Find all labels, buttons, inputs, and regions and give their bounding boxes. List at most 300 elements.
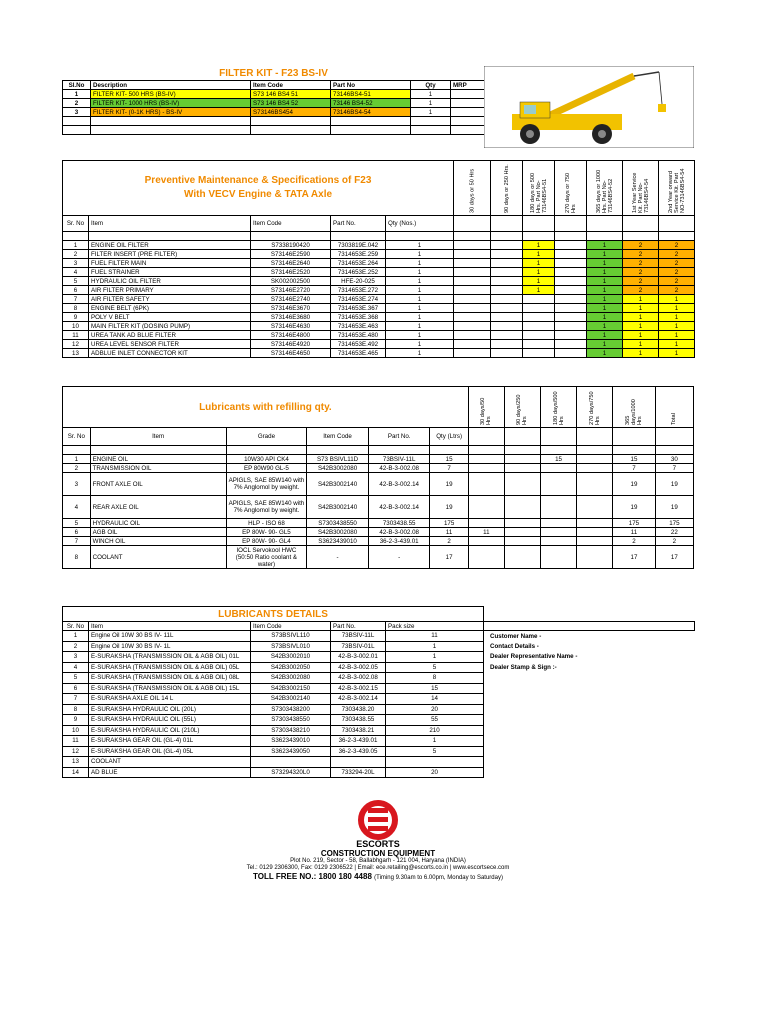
pm-cell	[523, 304, 555, 313]
filter-kit-table	[62, 66, 485, 135]
details-cell: 7	[63, 694, 89, 705]
lub-cell: TRANSMISSION OIL	[90, 464, 226, 473]
pm-cell: POLY V BELT	[89, 313, 251, 322]
pm-cell: 2	[659, 259, 695, 268]
pm-cell: 1	[587, 313, 623, 322]
lub-cell	[541, 464, 577, 473]
pm-cell: 1	[63, 241, 89, 250]
pm-cell: 1	[386, 259, 454, 268]
pm-cell	[555, 259, 587, 268]
filter-kit-mrp-cell	[451, 99, 485, 108]
details-cell: E-SURAKSHA (TRANSMISSION OIL & AGB OIL) 01L	[89, 652, 251, 663]
lub-vheader: 365 days/1000 Hrs	[613, 387, 655, 428]
lub-cell: 3	[63, 473, 91, 496]
pm-cell: 1	[386, 304, 454, 313]
lub-cell: ENGINE OIL	[90, 455, 226, 464]
details-cell: 20	[386, 767, 484, 778]
pm-cell: 1	[386, 268, 454, 277]
details-cell: 36-2-3-439.01	[331, 736, 386, 747]
lub-cell: 15	[430, 455, 468, 464]
details-cell: 73BSIV-01L	[331, 641, 386, 652]
lub-cell: 19	[430, 473, 468, 496]
filter-kit-cell: 1	[411, 99, 451, 108]
table-row	[63, 519, 694, 528]
details-header: Item Code	[251, 622, 331, 631]
filter-kit-header: Qty	[411, 81, 451, 90]
details-cell: 42-B-3-002.01	[331, 652, 386, 663]
lub-cell: 19	[655, 496, 693, 519]
details-cell	[331, 757, 386, 768]
pm-cell: S73146E2520	[251, 268, 331, 277]
details-cell: 55	[386, 715, 484, 726]
pm-cell: S73146E3670	[251, 304, 331, 313]
details-cell: 7303438.20	[331, 704, 386, 715]
details-cell: S42B3002140	[251, 694, 331, 705]
pm-cell: S73146E2720	[251, 286, 331, 295]
details-cell: 6	[63, 683, 89, 694]
table-row	[63, 694, 695, 705]
customer-info-cell	[484, 704, 695, 715]
lub-cell	[468, 464, 504, 473]
pm-cell	[454, 250, 491, 259]
pm-cell: 2	[659, 277, 695, 286]
lub-title: Lubricants with refilling qty.	[63, 387, 469, 428]
lub-cell: 19	[613, 496, 655, 519]
lub-header-blank	[613, 428, 655, 446]
pm-cell	[491, 322, 523, 331]
details-cell: 1	[63, 631, 89, 642]
table-row	[63, 631, 695, 642]
lub-cell	[541, 546, 577, 569]
pm-cell: 1	[386, 322, 454, 331]
pm-cell: FILTER INSERT (PRE FILTER)	[89, 250, 251, 259]
pm-cell: 1	[523, 250, 555, 259]
footer-contact: Tel.: 0129 2306300, Fax: 0129 2306522 | Email: ece.retailing@escorts.co.in | www.escortsece.com	[246, 865, 510, 871]
pm-cell	[491, 331, 523, 340]
lub-header: Part No.	[368, 428, 430, 446]
pm-cell	[454, 286, 491, 295]
table-row	[63, 746, 695, 757]
customer-field-label: Dealer Representative Name -	[490, 653, 578, 661]
filter-kit-cell: 73146BS4-54	[331, 108, 411, 117]
pm-cell: 8	[63, 304, 89, 313]
lub-cell: 10W30 API CK4	[226, 455, 307, 464]
details-section	[62, 606, 694, 778]
footer-timing: (Timing 9.30am to 6.00pm, Monday to Saturday)	[374, 875, 503, 881]
pm-cell: 2	[623, 250, 659, 259]
pm-cell: 1	[659, 304, 695, 313]
pm-cell	[491, 241, 523, 250]
details-cell: AD BLUE	[89, 767, 251, 778]
pm-cell	[491, 259, 523, 268]
details-cell: S7303438210	[251, 725, 331, 736]
details-cell: E-SURAKSHA HYDRAULIC OIL (20L)	[89, 704, 251, 715]
pm-cell: 9	[63, 313, 89, 322]
lub-cell: HYDRAULIC OIL	[90, 519, 226, 528]
lub-cell	[577, 455, 613, 464]
lub-cell: 19	[613, 473, 655, 496]
table-row	[63, 767, 695, 778]
pm-cell: 1	[386, 241, 454, 250]
pm-vheader: 90 days or 250 Hrs.	[491, 161, 523, 216]
customer-field-label: Customer Name -	[490, 632, 542, 640]
lub-cell: S42B3002080	[307, 528, 369, 537]
table-row	[63, 537, 694, 546]
pm-cell: 1	[587, 295, 623, 304]
customer-info-cell	[484, 736, 695, 747]
pm-vheader: 2nd Year onward Service Kit. Part NO-73146BS4-54	[659, 161, 695, 216]
pm-cell: 1	[386, 286, 454, 295]
lub-cell: 8	[63, 546, 91, 569]
pm-cell: 1	[659, 331, 695, 340]
details-cell: 10	[63, 725, 89, 736]
pm-cell	[555, 349, 587, 358]
details-cell: S42B3002080	[251, 673, 331, 684]
pm-cell	[555, 304, 587, 313]
pm-cell: 1	[587, 304, 623, 313]
pm-cell: 7314653E.259	[331, 250, 386, 259]
pm-cell	[523, 331, 555, 340]
table-row	[63, 286, 695, 295]
lub-cell	[504, 528, 540, 537]
filter-kit-header: Description	[91, 81, 251, 90]
lub-cell: HLP - ISO 68	[226, 519, 307, 528]
pm-cell: AIR FILTER PRIMARY	[89, 286, 251, 295]
pm-cell	[454, 331, 491, 340]
lub-header: Item Code	[307, 428, 369, 446]
lub-cell	[577, 464, 613, 473]
pm-header-blank	[523, 216, 555, 232]
lub-cell: 17	[655, 546, 693, 569]
filter-kit-cell: S73146BS454	[251, 108, 331, 117]
lub-cell	[504, 473, 540, 496]
table-row	[63, 473, 694, 496]
details-header: Item	[89, 622, 251, 631]
pm-cell	[491, 286, 523, 295]
lub-cell	[504, 464, 540, 473]
lub-cell: 175	[655, 519, 693, 528]
pm-cell	[454, 304, 491, 313]
details-cell: 1	[386, 736, 484, 747]
lub-cell: 7	[613, 464, 655, 473]
lub-cell: COOLANT	[90, 546, 226, 569]
details-cell: E-SURAKSHA AXLE OIL 14 L	[89, 694, 251, 705]
pm-cell	[454, 340, 491, 349]
pm-cell	[454, 268, 491, 277]
lub-cell: IOCL Servokool HWC (50:50 Ratio coolant & water)	[226, 546, 307, 569]
pm-cell: S73146E4800	[251, 331, 331, 340]
pm-cell: 6	[63, 286, 89, 295]
lub-cell: 2	[655, 537, 693, 546]
lub-cell: -	[368, 546, 430, 569]
details-cell: 210	[386, 725, 484, 736]
pm-header-blank	[555, 216, 587, 232]
lub-cell: 7	[430, 464, 468, 473]
pm-header: Item	[89, 216, 251, 232]
pm-cell: 1	[386, 349, 454, 358]
pm-cell: S73146E4630	[251, 322, 331, 331]
pm-cell: 2	[623, 277, 659, 286]
pm-cell	[555, 331, 587, 340]
lub-cell	[577, 473, 613, 496]
pm-cell: 7	[63, 295, 89, 304]
pm-cell: 7314653E.492	[331, 340, 386, 349]
pm-header-blank	[659, 216, 695, 232]
table-row	[63, 99, 485, 108]
details-cell: 8	[63, 704, 89, 715]
details-cell: S42B3002150	[251, 683, 331, 694]
details-cell: 15	[386, 683, 484, 694]
filter-kit-cell: 73146 BS4-52	[331, 99, 411, 108]
table-row	[63, 331, 695, 340]
pm-vheader: 365 days or 1000 Hrs. Part No-73146BS4-52	[587, 161, 623, 216]
lub-cell	[541, 519, 577, 528]
pm-cell: 2	[623, 286, 659, 295]
pm-title-line2: With VECV Engine & TATA Axle	[183, 189, 333, 200]
filter-kit-cell: FILTER KIT- 500 HRS (BS-IV)	[91, 90, 251, 99]
customer-info-cell	[484, 715, 695, 726]
pm-cell: SK002002500	[251, 277, 331, 286]
lub-cell: 175	[613, 519, 655, 528]
lub-cell: S7303438550	[307, 519, 369, 528]
details-cell: S73BSIVL110	[251, 631, 331, 642]
table-row	[63, 90, 485, 99]
details-cell: S73294320L0	[251, 767, 331, 778]
details-cell: 12	[63, 746, 89, 757]
lub-cell: 4	[63, 496, 91, 519]
pm-cell: 3	[63, 259, 89, 268]
lub-cell: 42-B-3-002.14	[368, 496, 430, 519]
pm-cell	[555, 241, 587, 250]
lub-cell: EP 80W- 90- GL4	[226, 537, 307, 546]
pm-cell: 7314653E.480	[331, 331, 386, 340]
pm-cell: ENGINE BELT (6PK)	[89, 304, 251, 313]
pm-cell: 1	[386, 313, 454, 322]
details-cell: Engine Oil 10W 30 BS IV- 11L	[89, 631, 251, 642]
details-cell: E-SURAKSHA HYDRAULIC OIL (55L)	[89, 715, 251, 726]
pm-cell	[491, 277, 523, 286]
pm-cell: 1	[659, 340, 695, 349]
pm-cell: 5	[63, 277, 89, 286]
details-cell: S42B3002010	[251, 652, 331, 663]
footer-brand: ESCORTS	[356, 839, 400, 849]
pm-cell: S73146E2590	[251, 250, 331, 259]
pm-cell	[491, 340, 523, 349]
pm-cell: 1	[659, 322, 695, 331]
pm-cell: 11	[63, 331, 89, 340]
lub-cell: S42B3002140	[307, 496, 369, 519]
lub-cell	[468, 473, 504, 496]
details-header: Part No.	[331, 622, 386, 631]
pm-cell: 1	[587, 268, 623, 277]
pm-vheader: 270 days or 750 Hrs	[555, 161, 587, 216]
details-cell: E-SURAKSHA GEAR OIL (GL-4) 01L	[89, 736, 251, 747]
table-row	[63, 313, 695, 322]
lub-cell: 7	[63, 537, 91, 546]
filter-kit-cell: 1	[411, 90, 451, 99]
footer-address: Plot No. 219, Sector - 58, Ballabhgarh - 121 004, Haryana (INDIA)	[290, 858, 466, 864]
lub-cell	[541, 473, 577, 496]
pm-cell: 1	[623, 313, 659, 322]
lub-cell	[504, 519, 540, 528]
lub-vheader: 270 days/750 Hrs	[577, 387, 613, 428]
pm-cell: 1	[386, 250, 454, 259]
pm-cell: 2	[623, 241, 659, 250]
pm-cell: 1	[623, 322, 659, 331]
customer-info-cell	[484, 694, 695, 705]
table-row	[63, 349, 695, 358]
lub-cell: 2	[63, 464, 91, 473]
pm-cell: 1	[623, 295, 659, 304]
pm-cell: 1	[523, 277, 555, 286]
escorts-logo-icon	[354, 800, 402, 840]
details-cell: S7303438200	[251, 704, 331, 715]
table-row	[63, 546, 694, 569]
lub-vheader: Total	[655, 387, 693, 428]
pm-cell: 12	[63, 340, 89, 349]
pm-header-blank	[623, 216, 659, 232]
details-cell: 3	[63, 652, 89, 663]
table-row	[63, 455, 694, 464]
filter-kit-cell: 2	[63, 99, 91, 108]
lub-header: Item	[90, 428, 226, 446]
pm-cell: 1	[623, 331, 659, 340]
lub-cell	[504, 455, 540, 464]
pm-cell	[454, 349, 491, 358]
filter-kit-cell: 1	[63, 90, 91, 99]
lub-cell	[577, 496, 613, 519]
pm-cell: 7314653E.264	[331, 259, 386, 268]
lub-cell: 19	[655, 473, 693, 496]
pm-cell: FUEL FILTER MAIN	[89, 259, 251, 268]
pm-cell: AIR FILTER SAFETY	[89, 295, 251, 304]
pm-section	[62, 160, 694, 358]
pm-cell	[555, 250, 587, 259]
pm-cell: ENGINE OIL FILTER	[89, 241, 251, 250]
details-table	[62, 606, 695, 778]
pm-header: Part No.	[331, 216, 386, 232]
lub-cell: S42B3002080	[307, 464, 369, 473]
lub-cell	[504, 546, 540, 569]
pm-cell	[555, 322, 587, 331]
filter-kit-cell: 3	[63, 108, 91, 117]
pm-header: Item Code	[251, 216, 331, 232]
pm-header-blank	[491, 216, 523, 232]
pm-cell: 1	[587, 340, 623, 349]
table-row	[63, 295, 695, 304]
lub-cell	[541, 496, 577, 519]
pm-cell: 10	[63, 322, 89, 331]
lub-section	[62, 386, 694, 569]
customer-field-label: Contact Details -	[490, 642, 539, 650]
customer-info-cell	[484, 746, 695, 757]
details-cell: 8	[386, 673, 484, 684]
table-row	[63, 641, 695, 652]
pm-cell: 1	[386, 295, 454, 304]
lub-cell	[541, 537, 577, 546]
pm-cell: 2	[659, 241, 695, 250]
lub-cell: 22	[655, 528, 693, 537]
pm-cell: FUEL STRAINER	[89, 268, 251, 277]
details-cell: 14	[63, 767, 89, 778]
lub-cell: 19	[430, 496, 468, 519]
pm-cell: 1	[587, 241, 623, 250]
pm-cell: 4	[63, 268, 89, 277]
pm-cell: 7314653E.367	[331, 304, 386, 313]
details-cell: 1	[386, 641, 484, 652]
pm-cell	[454, 241, 491, 250]
details-cell: 11	[386, 631, 484, 642]
customer-info-cell	[484, 757, 695, 768]
details-cell: S7303438550	[251, 715, 331, 726]
pm-cell: S73146E4920	[251, 340, 331, 349]
lub-cell	[577, 519, 613, 528]
pm-header-blank	[587, 216, 623, 232]
pm-cell: MAIN FILTER KIT (DOSING PUMP)	[89, 322, 251, 331]
lub-cell	[468, 455, 504, 464]
footer-tollfree: TOLL FREE NO.: 1800 180 4488	[253, 872, 372, 881]
table-row	[63, 652, 695, 663]
pm-cell: HFE-20-025	[331, 277, 386, 286]
details-title: LUBRICANTS DETAILS	[63, 607, 484, 622]
pm-cell: S73146E3680	[251, 313, 331, 322]
details-cell: 4	[63, 662, 89, 673]
filter-kit-header: Item Code	[251, 81, 331, 90]
details-cell: 42-B-3-002.08	[331, 673, 386, 684]
lub-header: Sr. No	[63, 428, 91, 446]
pm-cell: 1	[659, 295, 695, 304]
lub-cell	[577, 537, 613, 546]
table-row	[63, 322, 695, 331]
pm-cell	[454, 277, 491, 286]
lub-cell	[468, 519, 504, 528]
pm-vheader: 1st Year Service Kit. Part No-73146BS4-54	[623, 161, 659, 216]
pm-cell: 1	[587, 286, 623, 295]
pm-cell	[523, 295, 555, 304]
pm-cell: 2	[63, 250, 89, 259]
lub-header-blank	[504, 428, 540, 446]
filter-kit-cell: FILTER KIT- (0-1K HRS) - BS-IV	[91, 108, 251, 117]
details-cell: S3623439050	[251, 746, 331, 757]
details-cell: 5	[386, 662, 484, 673]
table-row	[63, 241, 695, 250]
table-row	[63, 662, 695, 673]
lub-cell: 17	[430, 546, 468, 569]
lub-cell: EP 80W90 GL-5	[226, 464, 307, 473]
details-cell: 7303438.55	[331, 715, 386, 726]
details-cell: 20	[386, 704, 484, 715]
lub-cell: 7303438.55	[368, 519, 430, 528]
details-blank	[484, 622, 695, 631]
details-cell: 1	[386, 652, 484, 663]
lub-cell: 5	[63, 519, 91, 528]
details-cell: COOLANT	[89, 757, 251, 768]
pm-cell: 1	[523, 259, 555, 268]
lub-cell: S73 BSIVL11D	[307, 455, 369, 464]
details-cell: 7303438.21	[331, 725, 386, 736]
filter-kit-cell: FILTER KIT- 1000 HRS (BS-IV)	[91, 99, 251, 108]
pm-vheader: 30 days or 50 Hrs	[454, 161, 491, 216]
pm-cell	[491, 250, 523, 259]
filter-kit-cell: S73 146 BS4 51	[251, 90, 331, 99]
pm-cell: 1	[523, 241, 555, 250]
table-row	[63, 108, 485, 117]
pm-cell: 7303819E.042	[331, 241, 386, 250]
details-cell: 733294-20L	[331, 767, 386, 778]
pm-cell: 1	[587, 250, 623, 259]
pm-cell: 1	[386, 277, 454, 286]
lub-cell	[541, 528, 577, 537]
